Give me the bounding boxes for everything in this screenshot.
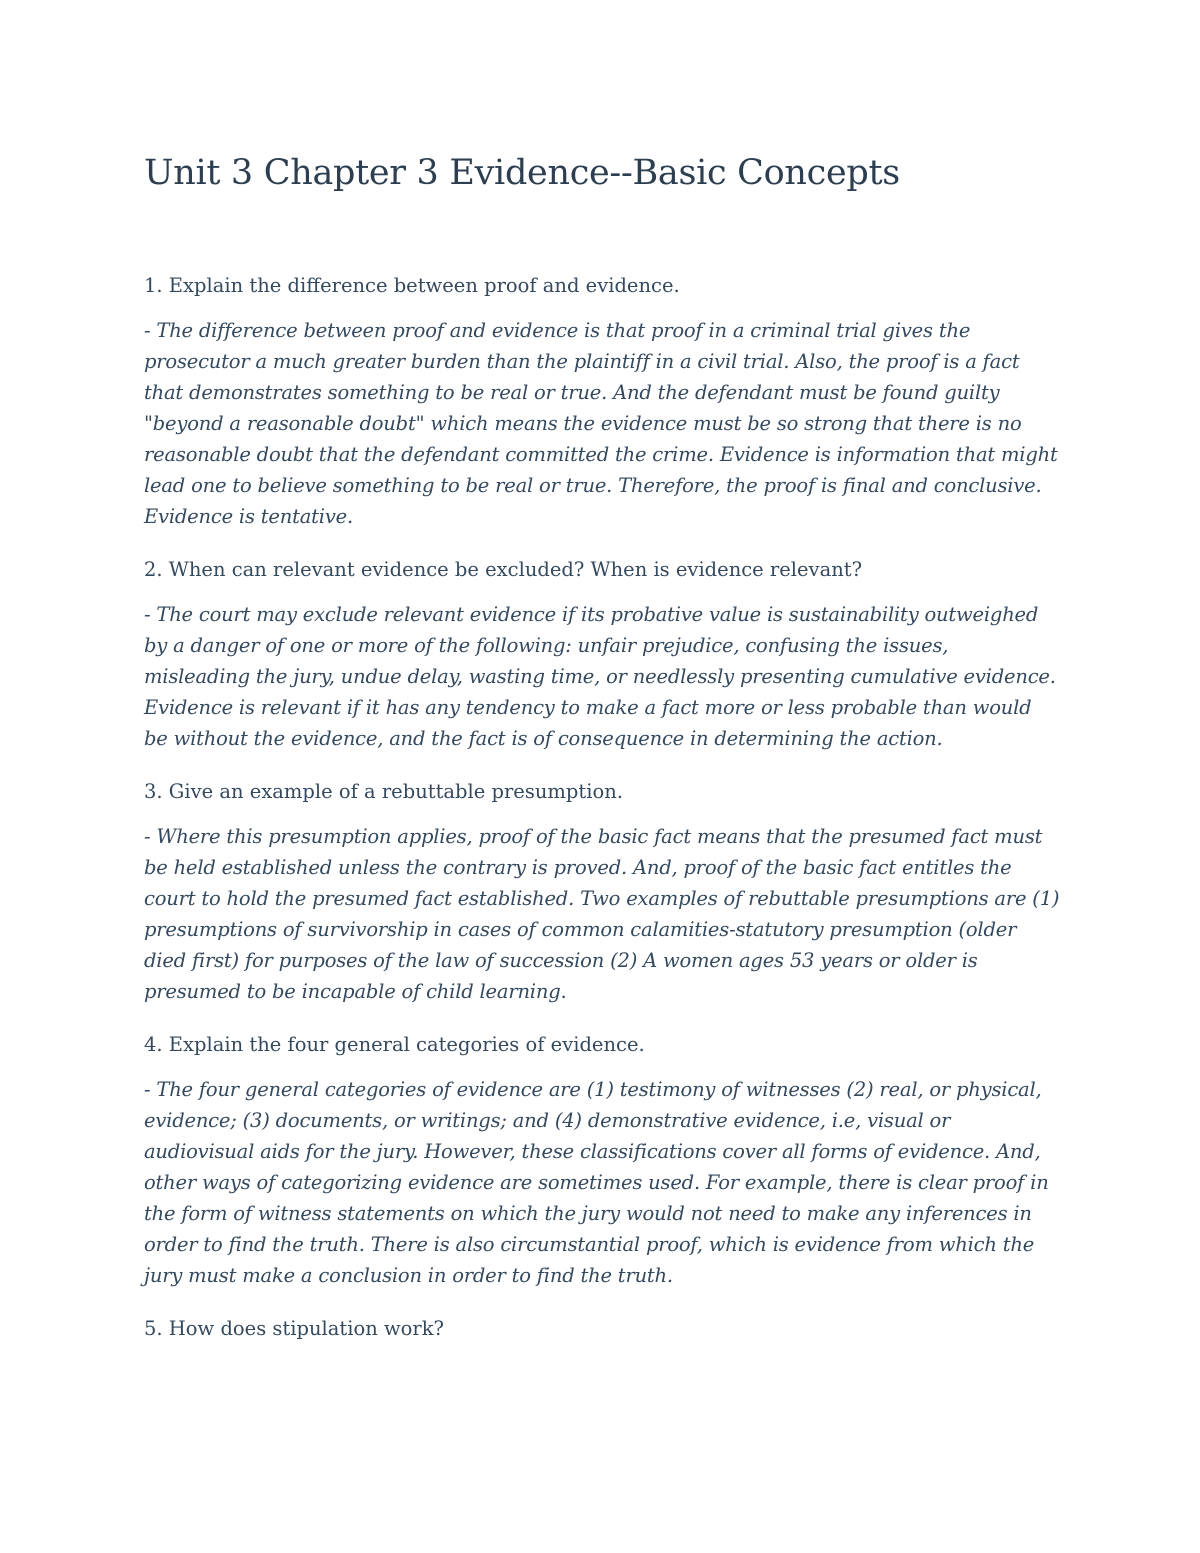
question-2: 2. When can relevant evidence be excluded? When is evidence relevant? (144, 558, 863, 581)
answer-1: - The difference between proof and evidence is that proof in a criminal trial gives the prosecutor a much greater burden than the plaintiff in a civil trial. Also, the proof is a fact that demonstrates something to be real or true. And the defendant must be found guilty "beyond a reasonable doubt" which means the evidence must be so strong that there is no reasonable doubt that the defendant committed the crime. Evidence is information that might lead one to believe something to be real or true. Therefore, the proof is final and conclusive. Evidence is tentative. (144, 319, 1058, 528)
answer-3: - Where this presumption applies, proof of the basic fact means that the presumed fact must be held established unless the contrary is proved. And, proof of the basic fact entitles the court to hold the presumed fact established. Two examples of rebuttable presumptions are (1) presumptions of survivorship in cases of common calamities-statutory presumption (older died first) for purposes of the law of succession (2) A women ages 53 years or older is presumed to be incapable of child learning. (144, 825, 1060, 1003)
question-1: 1. Explain the difference between proof and evidence. (144, 274, 680, 297)
answer-2: - The court may exclude relevant evidence if its probative value is sustainability outweighed by a danger of one or more of the following: unfair prejudice, confusing the issues, misleading the jury, undue delay, wasting time, or needlessly presenting cumulative evidence. Evidence is relevant if it has any tendency to make a fact more or less probable than would be without the evidence, and the fact is of consequence in determining the action. (144, 603, 1056, 750)
qa-list (144, 270, 1060, 1344)
answer-4: - The four general categories of evidence are (1) testimony of witnesses (2) real, or physical, evidence; (3) documents, or writings; and (4) demonstrative evidence, i.e, visual or audiovisual aids for the jury. However, these classifications cover all forms of evidence. And, other ways of categorizing evidence are sometimes used. For example, there is clear proof in the form of witness statements on which the jury would not need to make any inferences in order to find the truth. There is also circumstantial proof, which is evidence from which the jury must make a conclusion in order to find the truth. (144, 1078, 1049, 1287)
page-title: Unit 3 Chapter 3 Evidence--Basic Concepts (144, 153, 900, 193)
question-4: 4. Explain the four general categories of evidence. (144, 1033, 645, 1056)
question-3: 3. Give an example of a rebuttable presumption. (144, 780, 623, 803)
question-5: 5. How does stipulation work? (144, 1317, 444, 1340)
